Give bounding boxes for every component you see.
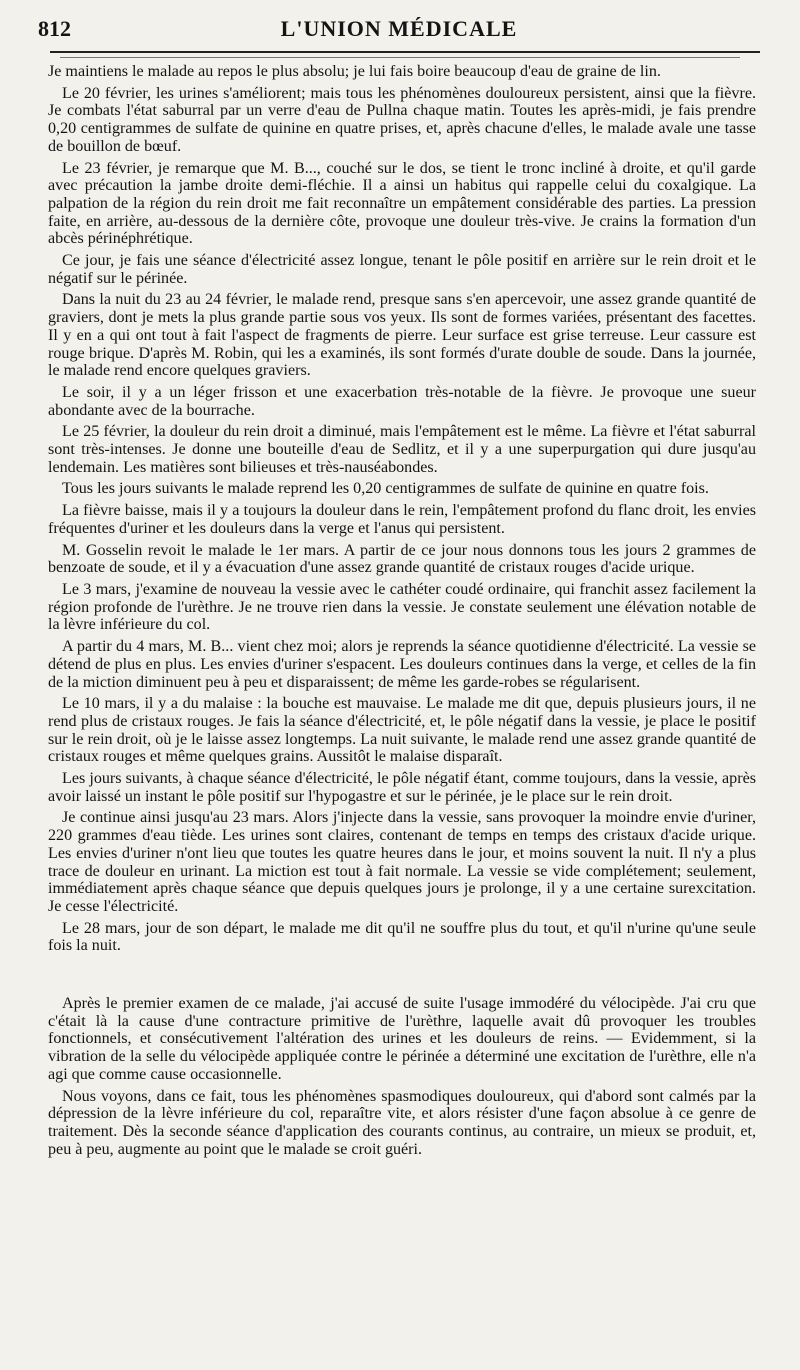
paragraph-5: Dans la nuit du 23 au 24 février, le malade rend, presque sans s'en apercevoir, une assez grande quantité de graviers, dont je mets la plus grande partie sous vos yeux. Ils sont de formes variées, présentant des facettes. Il y en a qui ont tout à fait l'aspect de fragments de pierre. Leur surface est grise terreuse. Leur cassure est rouge brique. D'après M. Robin, qui les a examinés, ils sont formés d'urate double de soude. Dans la journée, le malade rend encore quelques graviers. [48, 291, 756, 380]
running-title: L'UNION MÉDICALE [280, 16, 518, 41]
paragraph-16: Le 28 mars, jour de son départ, le malade me dit qu'il ne souffre plus du tout, et qu'il n'urine qu'une seule fois la nuit. [48, 919, 756, 955]
paragraph-12: A partir du 4 mars, M. B... vient chez moi; alors je reprends la séance quotidienne d'électricité. La vessie se détend de plus en plus. Les envies d'uriner s'espacent. Les douleurs continues dans la verge, et celles de la fin de la miction diminuent peu à peu et disparaissent; de même les garde-robes se régularisent. [48, 638, 756, 691]
paragraph-10: M. Gosselin revoit le malade le 1er mars. A partir de ce jour nous donnons tous les jours 2 grammes de benzoate de soude, et il y a évacuation d'une assez grande quantité de cristaux rouges d'acide urique. [48, 541, 756, 577]
page-number: 812 [38, 16, 71, 41]
paragraph-3: Le 23 février, je remarque que M. B..., couché sur le dos, se tient le tronc incliné à droite, et qu'il garde avec précaution la jambe droite demi-fléchie. Il a ainsi un habitus qui rappelle celui du coxalgique. La palpation de la région du rein droit me fait reconnaître un empâtement considérable des parties. La pression faite, en arrière, au-dessous de la dernière côte, provoque une douleur très-vive. Je crains la formation d'un abcès périnéphrétique. [48, 159, 756, 248]
paragraph-1: Je maintiens le malade au repos le plus absolu; je lui fais boire beaucoup d'eau de graine de lin. [48, 63, 661, 80]
paragraph-13: Le 10 mars, il y a du malaise : la bouche est mauvaise. Le malade me dit que, depuis plusieurs jours, il ne rend plus de cristaux rouges. Je fais la séance d'électricité, et, le pôle négatif dans la vessie, je place le positif sur le rein droit, où je le laisse assez longtemps. La nuit suivante, le malade rend une assez grande quantité de cristaux rouges et même quelques grains. Aussitôt le malaise disparaît. [48, 695, 756, 766]
paragraph-2: Le 20 février, les urines s'améliorent; mais tous les phénomènes douloureux persistent, ainsi que la fièvre. Je combats l'état saburral par un verre d'eau de Pullna chaque matin. Toutes les après-midi, je fais prendre 0,20 centigrammes de sulfate de quinine en quatre prises, et, après chacune d'elles, le malade avale une tasse de bouillon de bœuf. [48, 84, 756, 155]
paragraph-14: Les jours suivants, à chaque séance d'électricité, le pôle négatif étant, comme toujours, dans la vessie, après avoir laissé un instant le pôle positif sur l'hypogastre et sur le périnée, je le place sur le rein droit. [48, 770, 756, 805]
commentary-paragraph-1: Après le premier examen de ce malade, j'ai accusé de suite l'usage immodéré du vélocipède. J'ai cru que c'était là la cause d'une contracture primitive de l'urèthre, laquelle avait dû provoquer les troubles fonctionnels, et consécutivement l'altération des urines et les douleurs de reins. — Evidemment, si la vibration de la selle du vélocipède appliquée contre le périnée a déterminé une excitation de l'urèthre, elle n'a agi que comme cause occasionnelle. [48, 995, 756, 1083]
paragraph-6: Le soir, il y a un léger frisson et une exacerbation très-notable de la fièvre. Je provoque une sueur abondante avec de la bourrache. [48, 383, 756, 419]
header-rule-thin [60, 57, 740, 58]
article-body [48, 63, 756, 1162]
page-header [38, 12, 760, 46]
paragraph-8: Tous les jours suivants le malade reprend les 0,20 centigrammes de sulfate de quinine en quatre fois. [62, 480, 709, 498]
paragraph-15: Je continue ainsi jusqu'au 23 mars. Alors j'injecte dans la vessie, sans provoquer la moindre envie d'uriner, 220 grammes d'eau tiède. Les urines sont claires, contenant de temps en temps des cristaux d'acide urique. Les envies d'uriner n'ont lieu que toutes les quatre heures dans le jour, et moins souvent la nuit. Il n'y a plus trace de douleur en urinant. La miction est tout à fait normale. La vessie se vide complétement; seulement, immédiatement après chaque séance que depuis quelques jours je prolonge, il y a une certaine surexcitation. Je cesse l'électricité. [48, 809, 756, 915]
paragraph-11: Le 3 mars, j'examine de nouveau la vessie avec le cathéter coudé ordinaire, qui franchit assez facilement la région profonde de l'urèthre. Je ne trouve rien dans la vessie. Je constate seulement une élévation notable de la lèvre inférieure du col. [48, 580, 756, 634]
header-rule [50, 51, 760, 53]
paragraph-9: La fièvre baisse, mais il y a toujours la douleur dans le rein, l'empâtement profond du flanc droit, les envies fréquentes d'uriner et les douleurs dans la verge et l'anus qui persistent. [48, 502, 756, 537]
paragraph-7: Le 25 février, la douleur du rein droit a diminué, mais l'empâtement est le même. La fièvre et l'état saburral sont très-intenses. Je donne une bouteille d'eau de Sedlitz, et il y a une superpurgation qui dure jusqu'au lendemain. Les matières sont bilieuses et très-nauséabondes. [48, 423, 756, 476]
commentary-paragraph-2: Nous voyons, dans ce fait, tous les phénomènes spasmodiques douloureux, qui d'abord sont calmés par la dépression de la lèvre inférieure du col, reparaître vite, et alors résister d'une façon absolue à ce genre de traitement. Dès la seconde séance d'application des courants continus, au contraire, un mieux se produit, et, peu à peu, augmente au point que le malade se croit guéri. [48, 1087, 756, 1158]
section-gap [48, 959, 756, 995]
paragraph-4: Ce jour, je fais une séance d'électricité assez longue, tenant le pôle positif en arrière sur le rein droit et le négatif sur le périnée. [48, 252, 756, 287]
